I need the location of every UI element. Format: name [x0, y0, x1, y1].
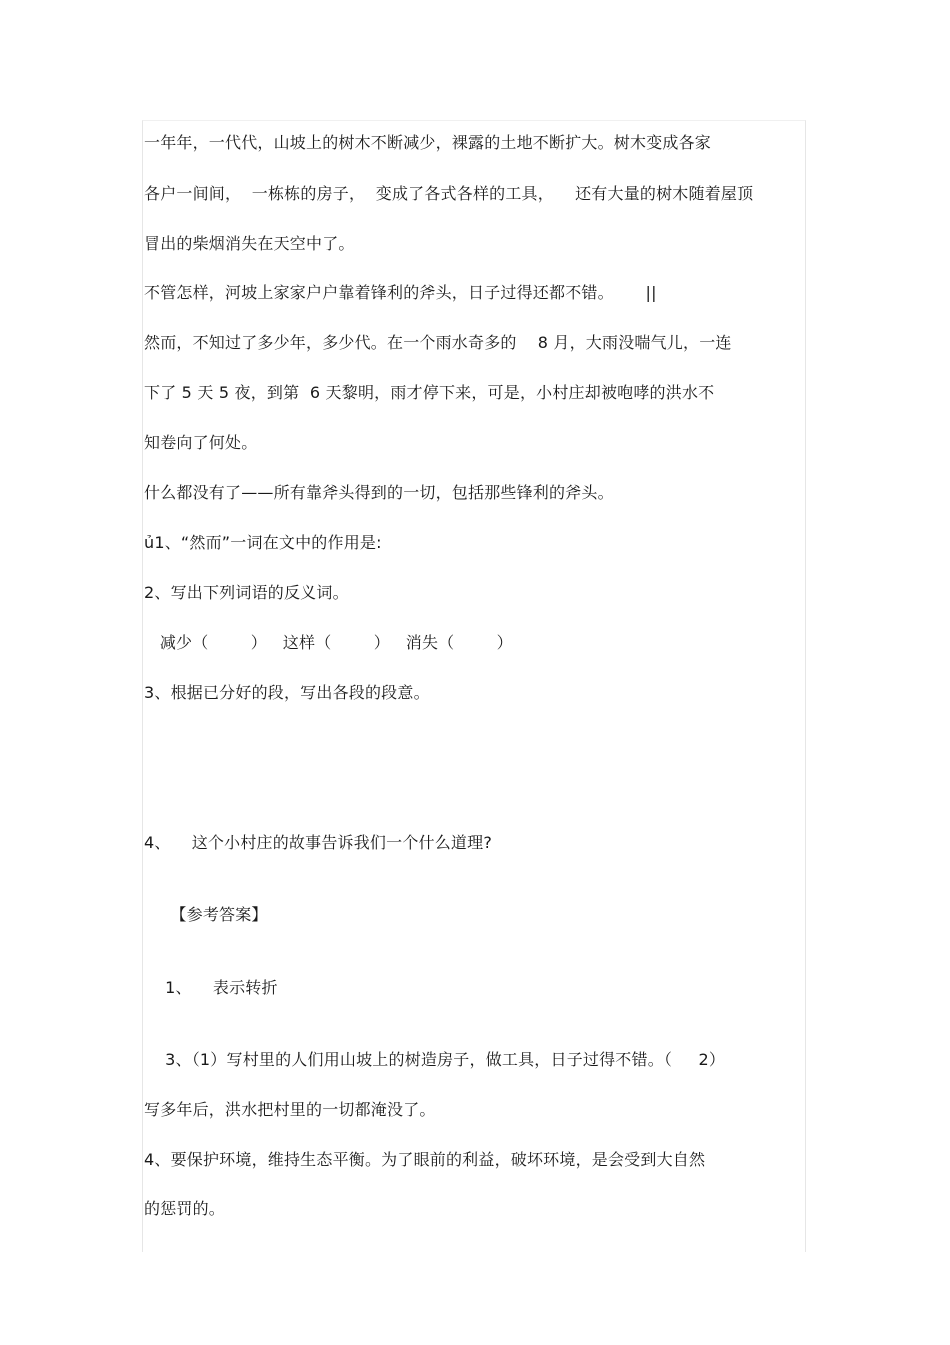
answer-3-line-2: 写多年后，洪水把村里的一切都淹没了。 — [144, 1100, 436, 1119]
passage-line-5: 然而，不知过了多少年，多少代。在一个雨水奇多的 8 月，大雨没喘气儿，一连 — [144, 333, 732, 352]
answer-1: 1、 表示转折 — [144, 978, 278, 997]
answer-3-line-1: 3、（1）写村里的人们用山坡上的树造房子，做工具，日子过得不错。（ 2） — [144, 1050, 726, 1069]
passage-line-8: 什么都没有了——所有靠斧头得到的一切，包括那些锋利的斧头。 — [144, 483, 614, 502]
question-4: 4、 这个小村庄的故事告诉我们一个什么道理? — [144, 833, 493, 852]
question-2-words: 减少（ ） 这样（ ） 消失（ ） — [144, 633, 513, 652]
answer-4-line-2: 的惩罚的。 — [144, 1199, 226, 1218]
passage-line-7: 知卷向了何处。 — [144, 433, 258, 452]
passage-line-1: 一年年，一代代，山坡上的树木不断减少，裸露的土地不断扩大。树木变成各家 — [144, 133, 712, 152]
passage-line-3: 冒出的柴烟消失在天空中了。 — [144, 234, 355, 253]
passage-line-4: 不管怎样，河坡上家家户户靠着锋利的斧头，日子过得还都不错。 || — [144, 283, 657, 302]
answer-heading: 【参考答案】 — [144, 905, 268, 924]
question-1: ủ1、“然而”一词在文中的作用是: — [144, 533, 382, 552]
answer-4-line-1: 4、要保护环境，维持生态平衡。为了眼前的利益，破坏环境，是会受到大自然 — [144, 1150, 706, 1169]
question-2: 2、写出下列词语的反义词。 — [144, 583, 349, 602]
passage-line-6: 下了 5 天 5 夜，到第 6 天黎明，雨才停下来，可是，小村庄却被咆哮的洪水不 — [144, 383, 715, 402]
passage-line-2: 各户一间间， 一栋栋的房子， 变成了各式各样的工具， 还有大量的树木随着屋顶 — [144, 184, 754, 203]
question-3: 3、根据已分好的段，写出各段的段意。 — [144, 683, 430, 702]
